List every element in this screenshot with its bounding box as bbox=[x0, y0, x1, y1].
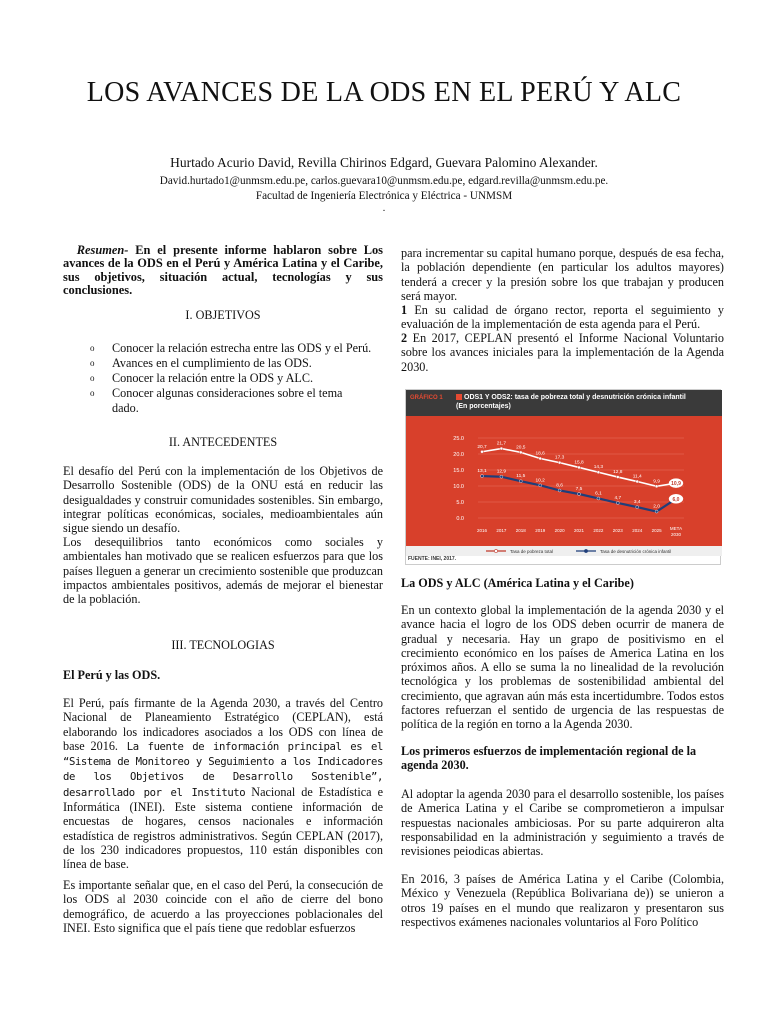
chart-y-tick-label: 0.0 bbox=[456, 516, 464, 522]
chart-data-label: 17,3 bbox=[554, 455, 565, 461]
footnote-1: 1 bbox=[401, 303, 408, 317]
bullet-marker: o bbox=[90, 388, 95, 398]
tecnologias-p1b: La fuente de información principal es el “Sistema de Monitoreo y Seguimiento a los Indicadores de los Objetivos de Desarrollo Sostenible”, desarrollado por el Instituto bbox=[63, 740, 384, 799]
legend-entry: Tasa de desnutrición crónica infantil bbox=[600, 549, 672, 554]
chart-subtitle: (En porcentajes) bbox=[456, 403, 511, 410]
chart-data-point bbox=[616, 501, 619, 504]
chart-data-point bbox=[539, 484, 542, 487]
right-paragraph-5: Al adoptar la agenda 2030 para el desarrollo sostenible, los países de America Latina y el Caribe se comprometieron a impulsar respuestas nacionales ambiciosas. Por su parte adquireron alta responsabilidad en la administración y seguimiento a través de revisiones peiodicas abiertas. bbox=[401, 787, 724, 859]
chart-data-label: 6,0 bbox=[672, 496, 680, 503]
chart-data-label: 11,4 bbox=[632, 474, 642, 480]
chart-data-point bbox=[655, 510, 658, 513]
author-emails: David.hurtado1@unmsm.edu.pe, carlos.guevara10@unmsm.edu.pe, edgard.revilla@unmsm.edu.pe. bbox=[159, 175, 609, 187]
abstract-text: En el presente informe hablaron sobre Los avances de la ODS en el Perú y América Latina y el Caribe, sus objetivos, situación actual, tecnologías y sus conclusiones. bbox=[63, 243, 383, 298]
chart-data-point bbox=[519, 480, 522, 483]
chart-data-point bbox=[597, 471, 600, 474]
chart-data-label: 4,7 bbox=[614, 495, 622, 501]
objective-text: Avances en el cumplimiento de las ODS. bbox=[112, 356, 312, 370]
chart-data-label: 13,1 bbox=[477, 469, 487, 475]
abstract-label: Resumen- bbox=[76, 243, 129, 257]
chart-data-point bbox=[636, 480, 639, 483]
chart-data-label: 6,1 bbox=[595, 491, 602, 497]
chart-data-point bbox=[539, 457, 542, 460]
chart-data-label: 2,0 bbox=[653, 504, 660, 510]
right-p2: En su calidad de órgano rector, reporta el seguimiento y evaluación de la implementación de esta agenda para el Perú. bbox=[401, 303, 724, 332]
objective-text: Conocer algunas consideraciones sobre el tema dado. bbox=[112, 386, 343, 415]
chart-data-label: 15,8 bbox=[574, 460, 584, 466]
chart-y-tick-label: 15.0 bbox=[453, 468, 464, 474]
right-p3: En 2017, CEPLAN presentó el Informe Nacional Voluntario sobre los avances iniciales para la implementación de la Agenda 2030. bbox=[401, 331, 724, 374]
heading-peru-ods: El Perú y las ODS. bbox=[63, 668, 161, 682]
chart-x-tick-label: META bbox=[669, 526, 683, 531]
section-antecedentes: II. ANTECEDENTES bbox=[168, 435, 278, 449]
right-paragraph-2 bbox=[401, 303, 724, 332]
chart-data-point bbox=[481, 475, 484, 478]
chart-data-label: 7,5 bbox=[575, 487, 583, 492]
chart-y-tick-label: 5.0 bbox=[456, 500, 464, 506]
objective-text: Conocer la relación entre la ODS y ALC. bbox=[112, 371, 314, 385]
bullet-marker: o bbox=[90, 343, 95, 353]
abstract bbox=[63, 244, 383, 298]
chart-data-label: 20,5 bbox=[516, 445, 526, 451]
chart-data-label: 12,8 bbox=[613, 470, 623, 476]
chart-data-point bbox=[597, 497, 600, 500]
legend-swatch-point bbox=[584, 549, 587, 552]
chart-x-tick-label: 2025 bbox=[651, 528, 662, 533]
chart-plot-area bbox=[406, 416, 722, 546]
chart-data-label: 20,7 bbox=[477, 444, 487, 450]
chart-data-label: 14,3 bbox=[593, 465, 604, 471]
tecnologias-p1a: El Perú, país firmante de la Agenda 2030, a través del Centro Nacional de Planeamiento Estratégico (CEPLAN), está elaborando los indicadores asociados a los ODS con línea de base 2016. bbox=[63, 696, 383, 753]
chart-data-label: 11,5 bbox=[516, 474, 526, 480]
paper-title: LOS AVANCES DE LA ODS EN EL PERÚ Y ALC bbox=[86, 77, 682, 108]
antecedentes-paragraph-2: Los desequilibrios tanto económicos como sociales y ambientales han motivado que se realicen esfuerzos para que los países lleguen a generar un crecimiento sostenible que produzcan impactos ambientales positivos, además de mejorar el bienestar de la población. bbox=[63, 535, 383, 607]
bullet-marker: o bbox=[90, 358, 95, 368]
chart-legend bbox=[406, 546, 722, 556]
chart-data-point bbox=[655, 485, 658, 488]
chart-x-tick-label: 2020 bbox=[554, 528, 565, 533]
chart-x-tick-label: 2019 bbox=[535, 528, 546, 533]
chart-header bbox=[406, 390, 722, 416]
chart-data-label: 10,2 bbox=[535, 478, 545, 484]
chart-data-label: 10,9 bbox=[671, 481, 681, 488]
chart-y-tick-label: 25.0 bbox=[453, 436, 464, 442]
chart-data-label: 21,7 bbox=[496, 441, 507, 447]
right-paragraph-1: para incrementar su capital humano porque, después de esa fecha, la población dependiente (en particular los adultos mayores) tenderá a crecer y la presión sobre los que trabajan y producen será mayor. bbox=[401, 246, 724, 303]
chart-x-tick-label: 2022 bbox=[593, 528, 604, 533]
chart-data-point bbox=[636, 506, 639, 509]
legend-svg bbox=[406, 546, 722, 556]
chart-x-tick-label: 2021 bbox=[573, 528, 585, 533]
chart-x-tick-label: 2017 bbox=[496, 528, 507, 533]
chart-data-label: 8,6 bbox=[556, 483, 563, 489]
chart-data-point bbox=[578, 466, 581, 469]
chart-data-point bbox=[519, 451, 522, 454]
chart-data-point bbox=[558, 489, 561, 492]
authors: Hurtado Acurio David, Revilla Chirinos Edgard, Guevara Palomino Alexander. bbox=[170, 155, 598, 170]
objective-text: Conocer la relación estrecha entre las ODS y el Perú. bbox=[112, 341, 372, 355]
square-icon bbox=[456, 394, 462, 400]
right-paragraph-4: En un contexto global la implementación de la agenda 2030 y el avance hacia el logro de los ODS deben ocurrir de manera de gradual y necesaria. Hay un grapo de positivismo en el crecimiento económico en los países de America Latina en los próximos años. A ello se suma la no linealidad de la revolución tecnológica y los problemas de sostenibilidad ambiental del crecimiento, que agravan aún más esta incertidumbre. Todos estos factores refuerzan el sentido de urgencia de las respuestas de política de la región en torno a la Agenda 2030. bbox=[401, 603, 724, 732]
tecnologias-paragraph-1 bbox=[63, 696, 383, 872]
chart-data-point bbox=[500, 475, 503, 478]
bullet-marker: o bbox=[90, 373, 95, 383]
chart-svg bbox=[406, 416, 722, 546]
tecnologias-p1c: Nacional de Estadística e Informática (INEI). Este sistema contiene información de encuestas de hogares, censos nacionales e información estadística de registros administrativos. Según CEPLAN (2017), de los 230 indicadores propuestos, 110 están disponibles con línea de base. bbox=[63, 784, 383, 872]
header-dot: . bbox=[382, 203, 386, 214]
chart-x-tick-label: 2018 bbox=[515, 528, 526, 533]
chart-y-tick-label: 10.0 bbox=[453, 484, 464, 490]
chart-data-label: 12,9 bbox=[496, 469, 507, 475]
chart-x-tick-label: 2030 bbox=[670, 532, 682, 537]
chart-data-point bbox=[578, 493, 581, 496]
chart-data-label: 3,4 bbox=[633, 500, 641, 506]
antecedentes-paragraph-1: El desafío del Perú con la implementación de los Objetivos de Desarrollo Sostenible (ODS) de la ONU está en reducir las desigualdades y construir comunidades sostenibles. Sin embargo, integrar políticas económicas, sociales, medioambientales aún sigue siendo un desafío. bbox=[63, 464, 383, 536]
legend-swatch-point bbox=[494, 549, 497, 552]
chart-data-point bbox=[500, 447, 503, 450]
chart-y-tick-label: 20.0 bbox=[453, 452, 464, 458]
chart-data-point bbox=[616, 476, 619, 479]
section-tecnologias: III. TECNOLOGIAS bbox=[171, 638, 275, 652]
chart-x-tick-label: 2023 bbox=[612, 528, 623, 533]
chart-title: ODS1 Y ODS2: tasa de pobreza total y desnutrición crónica infantil (En porcentajes) bbox=[456, 394, 686, 410]
chart-data-label: 9,9 bbox=[653, 479, 660, 485]
chart-data-point bbox=[481, 450, 484, 453]
footnote-2: 2 bbox=[401, 331, 408, 345]
chart-data-label: 18,6 bbox=[535, 451, 545, 457]
legend-entry: Tasa de pobreza total bbox=[510, 549, 554, 554]
chart-badge: GRÁFICO 1 bbox=[410, 395, 443, 401]
faculty: Facultad de Ingeniería Electrónica y Eléctrica - UNMSM bbox=[255, 190, 513, 202]
chart-x-tick-label: 2016 bbox=[476, 528, 488, 533]
chart-x-tick-label: 2024 bbox=[632, 528, 643, 533]
heading-ods-alc: La ODS y ALC (América Latina y el Caribe) bbox=[401, 576, 634, 590]
section-objetivos: I. OBJETIVOS bbox=[185, 308, 261, 322]
chart-source: FUENTE: INEI, 2017. bbox=[408, 556, 457, 562]
tecnologias-paragraph-2: Es importante señalar que, en el caso del Perú, la consecución de los ODS al 2030 coincide con el año de cierre del bono demográfico, de acuerdo a las proyecciones poblacionales del INEI. Esto significa que el país tiene que redoblar esfuerzos bbox=[63, 878, 383, 935]
heading-primeros-esfuerzos: Los primeros esfuerzos de implementación regional de la agenda 2030. bbox=[401, 744, 697, 773]
right-paragraph-3 bbox=[401, 331, 724, 374]
chart-data-point bbox=[558, 461, 561, 464]
right-paragraph-6: En 2016, 3 países de América Latina y el Caribe (Colombia, México y Venezuela (República Bolivariana de)) se unieron a otros 19 países en el mundo que realizaron y presentaron sus respectivos exámenes nacionales voluntarios al Foro Político bbox=[401, 872, 724, 929]
chart bbox=[405, 389, 721, 565]
